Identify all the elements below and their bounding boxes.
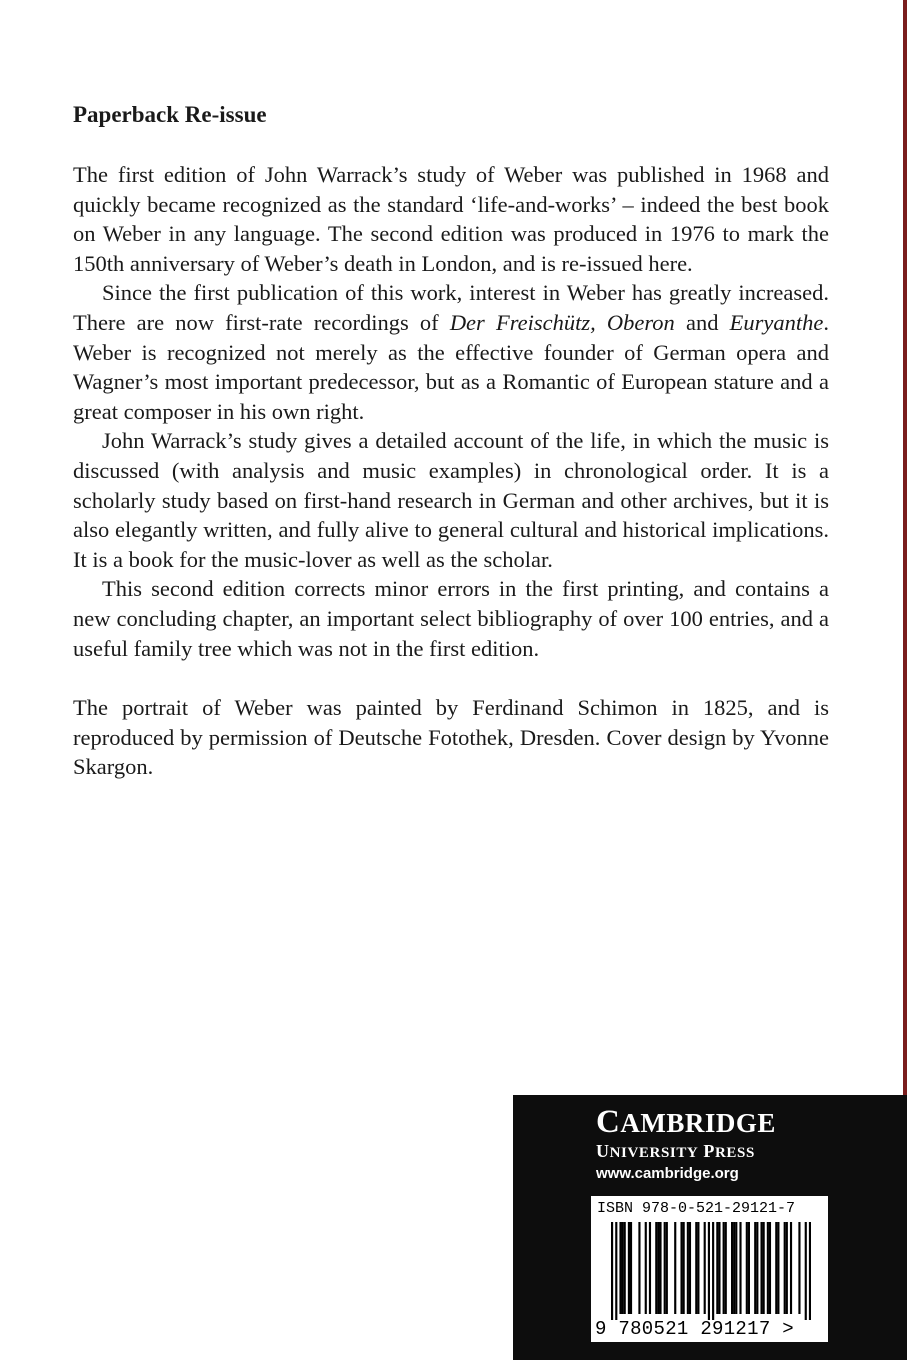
barcode-bar — [628, 1222, 630, 1314]
barcode-bar — [674, 1222, 676, 1314]
barcode-bar — [723, 1222, 725, 1314]
barcode-bar — [659, 1222, 661, 1314]
barcode-bar — [805, 1222, 807, 1320]
cover-credit: The portrait of Weber was painted by Ferdinand Schimon in 1825, and is reproduced by permission of Deutsche Fotothek, Dresden. Cover design by Yvonne Skargon. — [73, 695, 829, 780]
barcode-bar — [798, 1222, 800, 1314]
publisher-block — [513, 1095, 907, 1360]
barcode-bar — [664, 1222, 666, 1314]
barcode-bar — [611, 1222, 613, 1320]
barcode-bar — [725, 1222, 727, 1314]
barcode-bar — [739, 1222, 741, 1314]
barcode-bar — [630, 1222, 632, 1314]
barcode-bar — [767, 1222, 769, 1314]
barcode-bar — [746, 1222, 748, 1314]
paragraph-study — [73, 426, 829, 574]
barcode-bar — [649, 1222, 651, 1314]
publisher-name — [596, 1105, 776, 1140]
ean-barcode — [611, 1222, 811, 1320]
paragraph-interest — [73, 278, 829, 426]
italic-title: Euryanthe — [729, 309, 824, 335]
barcode-bar — [731, 1222, 733, 1314]
publisher-name-text: CAMBRIDGE — [596, 1104, 776, 1140]
publisher-subtitle-text: UNIVERSITY PRESS — [596, 1141, 755, 1161]
barcode-bar — [622, 1222, 624, 1314]
barcode-bar — [689, 1222, 691, 1314]
back-cover-text — [73, 100, 829, 782]
barcode-bar — [645, 1222, 647, 1314]
barcode-bar — [619, 1222, 621, 1314]
barcode-bar — [748, 1222, 750, 1314]
barcode-bar — [697, 1222, 699, 1314]
barcode-panel — [591, 1196, 828, 1342]
barcode-bar — [680, 1222, 682, 1314]
text-segment: This second edition corrects minor errors in the first printing, and contains a new concluding chapter, an important select bibliography of over 100 entries, and a useful family tree which was not in the first edition. — [73, 576, 829, 661]
barcode-bar — [615, 1222, 617, 1320]
barcode-bar — [760, 1222, 762, 1314]
barcode-bar — [784, 1222, 786, 1314]
text-segment: and — [674, 309, 730, 335]
italic-title: Der Freischütz, Oberon — [449, 309, 675, 335]
page-heading: Paperback Re-issue — [73, 102, 267, 127]
barcode-bar — [704, 1222, 706, 1314]
barcode-bar — [790, 1222, 792, 1314]
barcode-bar — [786, 1222, 788, 1314]
barcode-bar — [712, 1222, 714, 1320]
barcode-bar — [666, 1222, 668, 1314]
text-segment: Since the first publication of this work, interest in Weber has greatly increased. There are now first-rate recordings of — [73, 280, 829, 335]
barcode-bar — [695, 1222, 697, 1314]
spacer — [73, 663, 829, 693]
ean-digits: 9 780521 291217 > — [595, 1318, 794, 1340]
text-segment: . Weber is recognized not merely as the effective founder of German opera and Wagner’s most important predecessor, but as a Romantic of European stature and a great composer in his own right. — [73, 309, 829, 424]
barcode-bar — [638, 1222, 640, 1314]
barcode-bar — [735, 1222, 737, 1314]
barcode-bar — [683, 1222, 685, 1314]
barcode-bar — [756, 1222, 758, 1314]
barcode-bar — [624, 1222, 626, 1314]
paragraph-first-edition — [73, 160, 829, 278]
isbn-label: ISBN 978-0-521-29121-7 — [597, 1200, 796, 1217]
paragraph-second-edition — [73, 574, 829, 663]
barcode-bar — [733, 1222, 735, 1314]
barcode-bar — [716, 1222, 718, 1314]
barcode-bar — [718, 1222, 720, 1314]
barcode-bar — [657, 1222, 659, 1314]
publisher-url: www.cambridge.org — [596, 1165, 739, 1182]
text-segment: John Warrack’s study gives a detailed account of the life, in which the music is discussed (with analysis and music examples) in chronological order. It is a scholarly study based on first-hand research in German and other archives, but it is also elegantly written, and fully alive to general cultural and historical implications. It is a book for the music-lover as well as the scholar. — [73, 428, 829, 572]
barcode-bar — [655, 1222, 657, 1314]
publisher-subtitle — [596, 1141, 755, 1163]
barcode-bar — [687, 1222, 689, 1314]
barcode-bar — [777, 1222, 779, 1314]
barcode-bar — [763, 1222, 765, 1314]
text-segment: The first edition of John Warrack’s study of Weber was published in 1968 and quickly became recognized as the standard ‘life-and-works’ – indeed the best book on Weber in any language. The second edition was produced in 1976 to mark the 150th anniversary of Weber’s death in London, and is re-issued here. — [73, 162, 829, 276]
barcode-bar — [809, 1222, 811, 1320]
barcode-bar — [708, 1222, 710, 1320]
barcode-bar — [769, 1222, 771, 1314]
barcode-bar — [775, 1222, 777, 1314]
barcode-bar — [754, 1222, 756, 1314]
